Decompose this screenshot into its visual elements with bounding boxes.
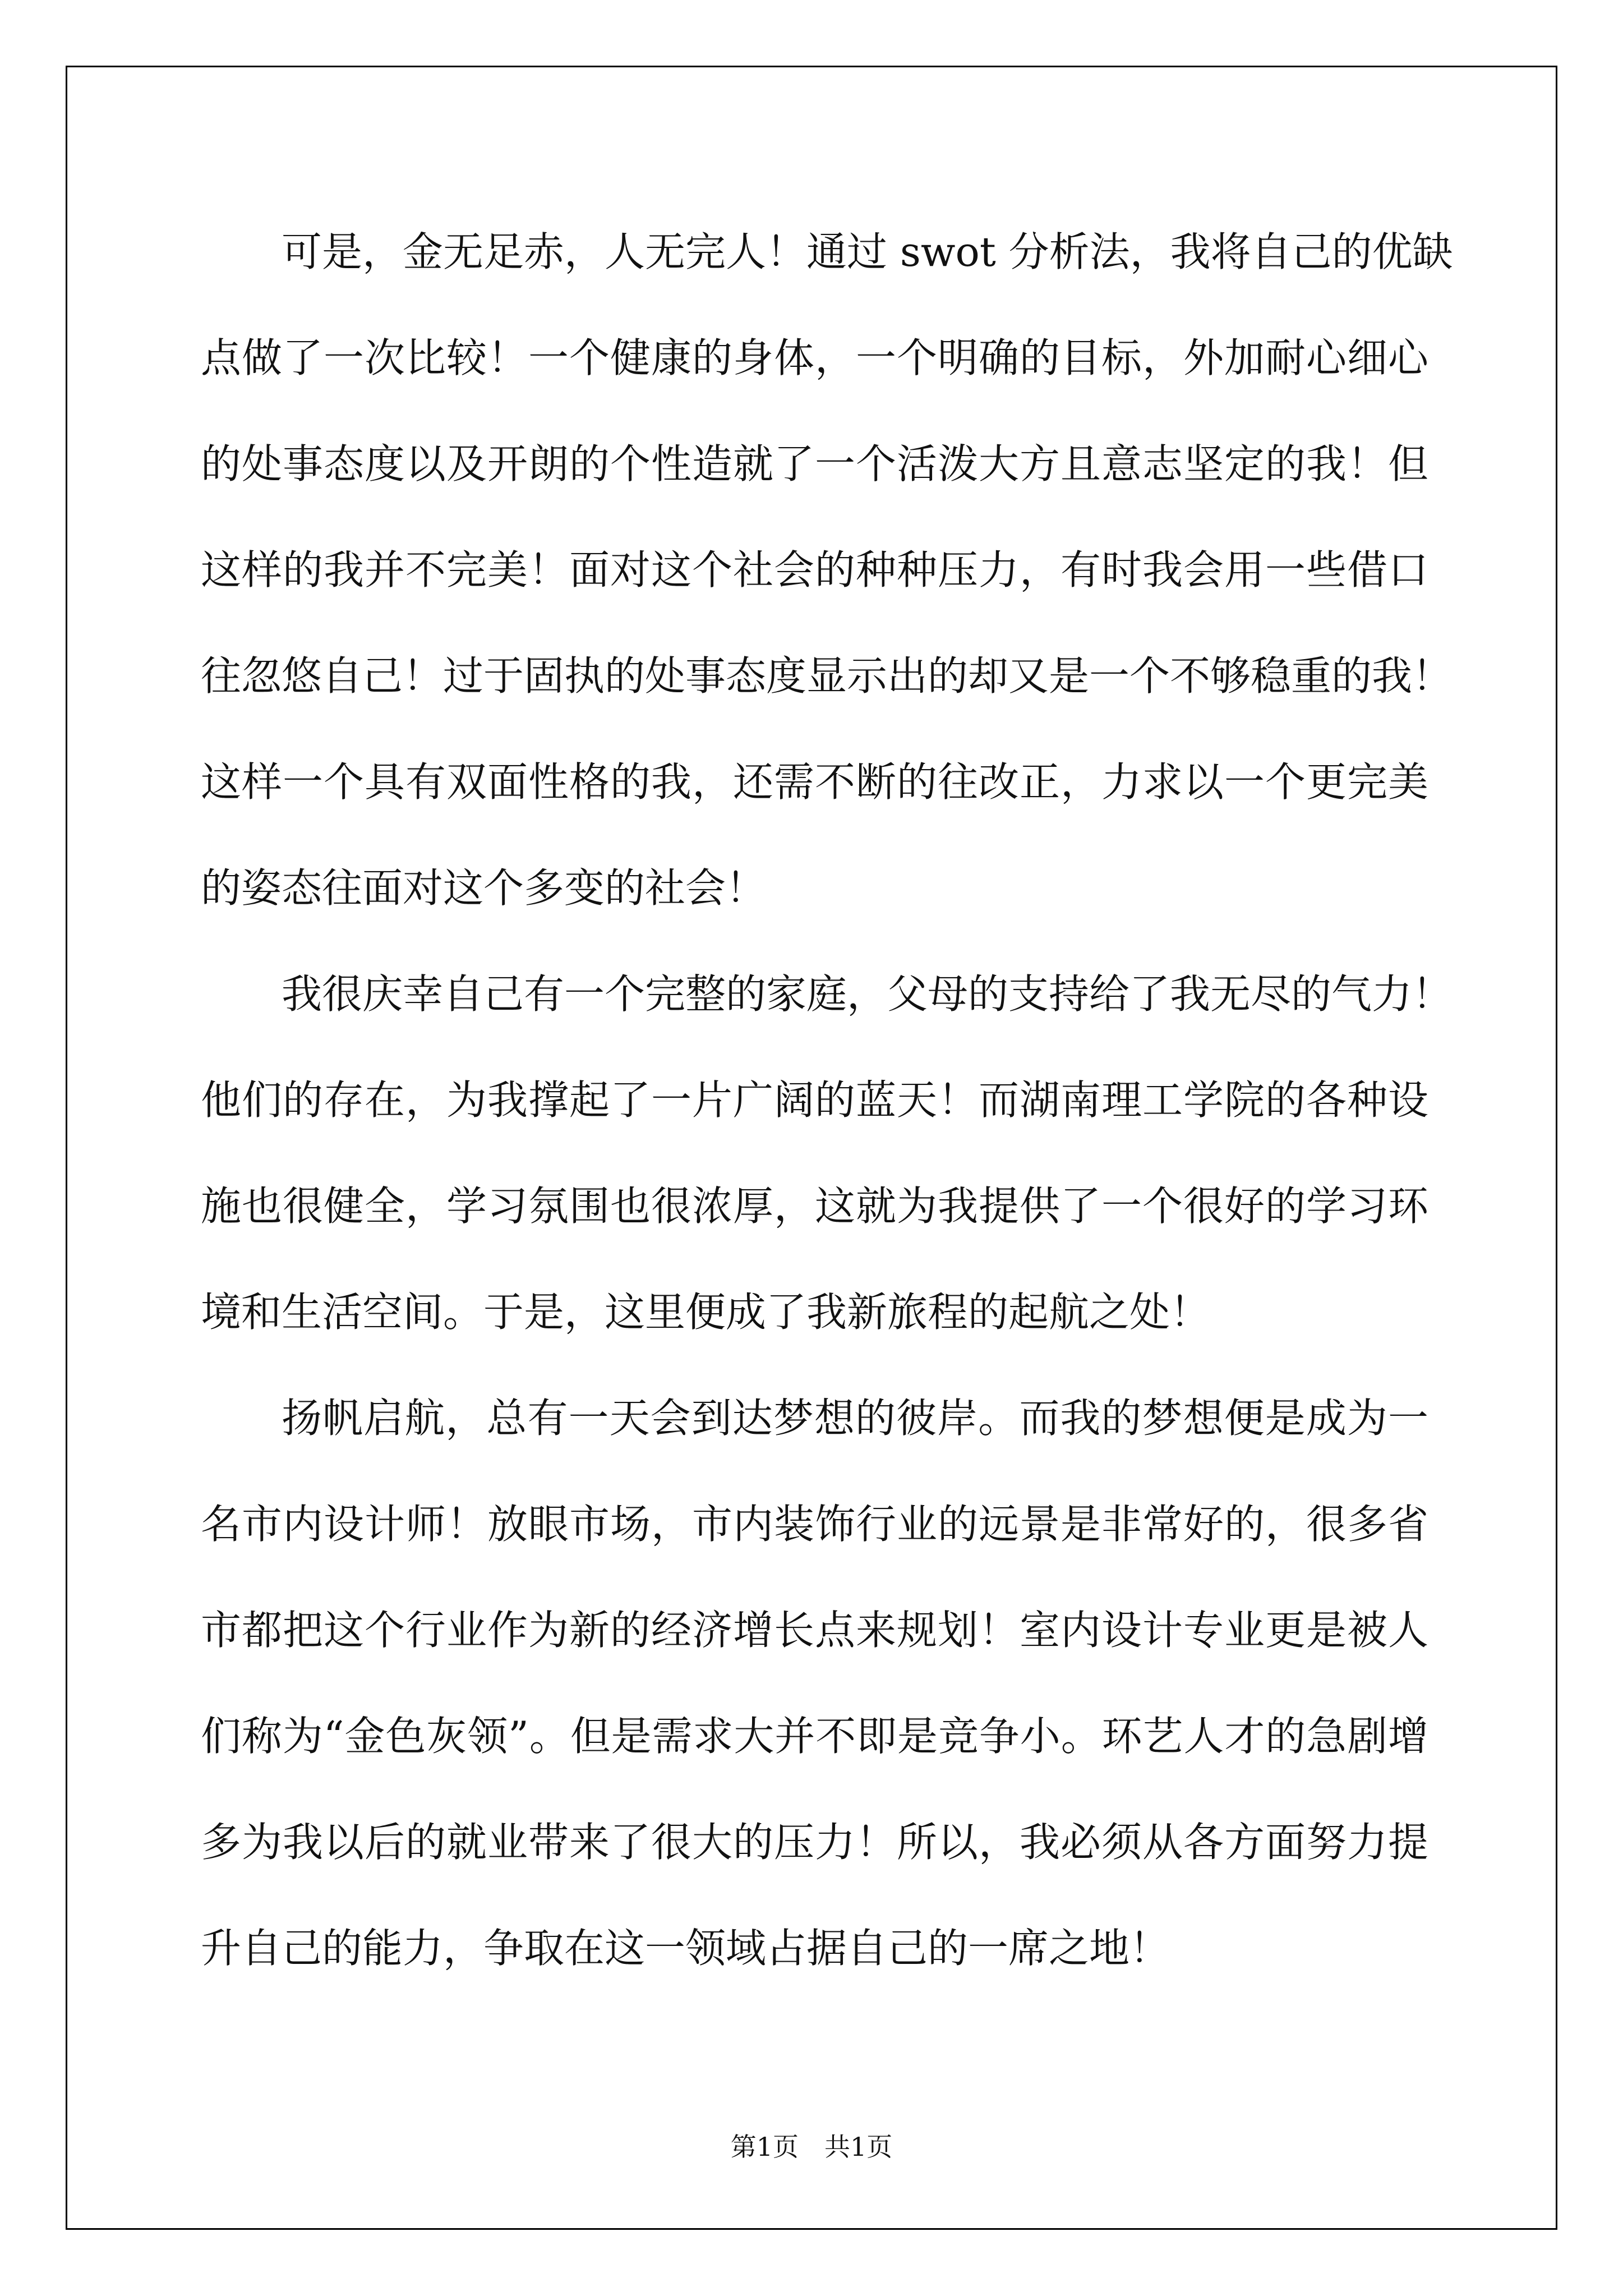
text-line: 扬帆启航，总有一天会到达梦想的彼岸。而我的梦想便是成为一 [282, 1395, 1428, 1442]
paragraph-2 [201, 941, 1453, 1365]
paragraph-3 [201, 1365, 1428, 2001]
text-line: 升自己的能力，争取在这一领域占据自己的一席之地！ [201, 1925, 1170, 1972]
page-number-footer: 第1页 共1页 [730, 2132, 893, 2162]
text-line: 点做了一次比较！一个健康的身体，一个明确的目标，外加耐心细心 [201, 334, 1428, 381]
text-line: 多为我以后的就业带来了很大的压力！所以，我必须从各方面努力提 [201, 1819, 1428, 1866]
text-line: 的处事态度以及开朗的个性造就了一个活泼大方且意志坚定的我！但 [201, 440, 1428, 487]
text-line: 可是，金无足赤，人无完人！通过 swot 分析法，我将自己的优缺 [282, 228, 1453, 275]
paragraph-1 [201, 199, 1453, 941]
text-line: 这样的我并不完美！面对这个社会的种种压力，有时我会用一些借口 [201, 546, 1428, 593]
text-line: 我很庆幸自己有一个完整的家庭，父母的支持给了我无尽的气力！ [282, 970, 1453, 1018]
text-line: 们称为“金色灰领”。但是需求大并不即是竞争小。环艺人才的急剧增 [201, 1713, 1428, 1760]
text-line: 境和生活空间。于是，这里便成了我新旅程的起航之处！ [201, 1289, 1211, 1336]
document-body [201, 199, 1453, 2001]
text-line: 市都把这个行业作为新的经济增长点来规划！室内设计专业更是被人 [201, 1607, 1428, 1654]
text-line: 他们的存在，为我撑起了一片广阔的蓝天！而湖南理工学院的各种设 [201, 1076, 1428, 1124]
text-line: 施也很健全，学习氛围也很浓厚，这就为我提供了一个很好的学习环 [201, 1182, 1428, 1230]
text-line: 这样一个具有双面性格的我，还需不断的往改正，力求以一个更完美 [201, 758, 1428, 806]
text-line: 的姿态往面对这个多变的社会！ [201, 864, 767, 912]
text-line: 名市内设计师！放眼市场，市内装饰行业的远景是非常好的，很多省 [201, 1501, 1428, 1548]
text-line: 往忽悠自己！过于固执的处事态度显示出的却又是一个不够稳重的我！ [201, 652, 1453, 700]
